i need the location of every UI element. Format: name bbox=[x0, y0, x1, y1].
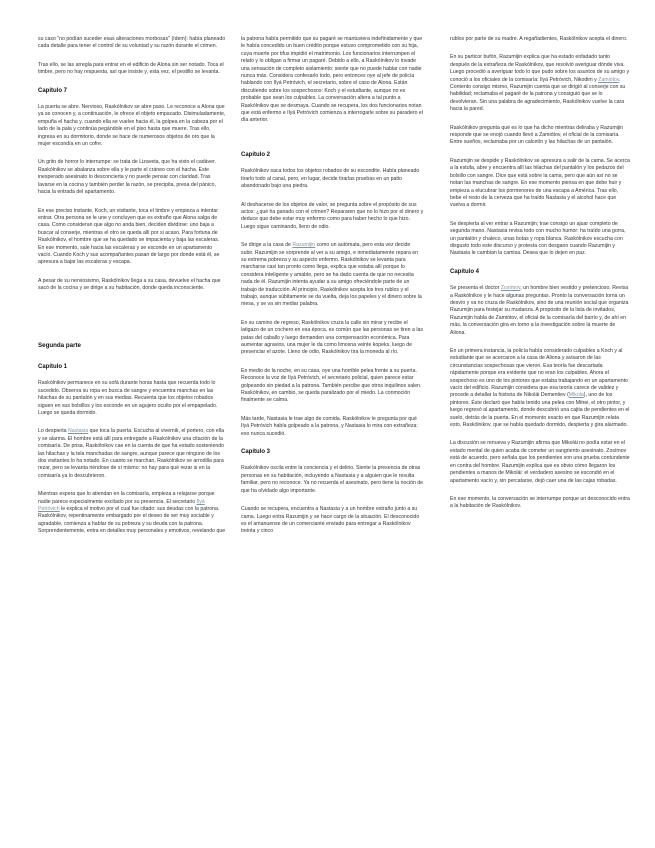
paragraph bbox=[241, 242, 424, 309]
text-run: En su particor bufón, Razumijin explica que ha estado enfadado tanto después de la extrañeza de Raskólnikov, que resolvió averiguar dónde viva. Luego procedió a averiguar todo lo que pudo sobre los asuntos de su amigo y conoció a los oficiales de la comisaría: Ilyá Petróvich, Nikodim y bbox=[450, 54, 630, 83]
paragraph: Raskólnikov saca todos los objetos robados de su escondite. Había planeado tirarlo todo al canal, pero, en lugar, decide tirarlas pruebas en un patio abandonado bajo una piedra. bbox=[241, 168, 420, 190]
paragraph bbox=[450, 285, 630, 337]
paragraph: En su camino de regreso, Raskólnikov cruza la calle sin mirar y recibe el latigazo de un cochero en esa época, es común que las personas se tiren a las patas del caballo y luego demanden una compensación económica. Para aumentar agravios, una mujer le da como limosna veinte kopeks, luego de presenciar el azote. Lleno de odio, Raskólnikov tira la moneda al río. bbox=[241, 319, 423, 356]
paragraph: Un grito de horror lo interrumpe: se trata de Lizaveta, que ha visto el cadáver. Raskólnikov se abalanza sobre ella y le parte el cráneo con el hacha. Este inesperado asesinato lo desconcierta y no puede pensar con claridad. Tras lavarse en la cocina y también perder la razón, se precipita, presa del pánico, hacia la entrada del apartamento. bbox=[38, 159, 216, 196]
paragraph: Al deshacerse de los objetos de valor, se pregunta sobre el propósito de sus actos: ¿qué ha ganado con el crimen? Repararen que no lo hizo por el dinero y deduce que debe estar muy enfermo como para haber hecho lo que hizo. Luego sigue caminando, lleno de odio. bbox=[241, 201, 424, 230]
paragraph bbox=[450, 348, 630, 429]
character-link-zamiotov[interactable]: Zamiótov bbox=[598, 76, 620, 83]
character-link-zosimov[interactable]: Zosímov bbox=[500, 285, 521, 292]
text-run: Lo despierta bbox=[38, 428, 68, 435]
text-run: Se dirige a la casa de bbox=[241, 242, 293, 249]
paragraph: Tras ello, se las arregla para entrar en el edificio de Alona sin ser notado. Toca el timbre, pero no hay respuesta, así que insiste y, esta vez, el pestillo se levanta. bbox=[38, 61, 224, 76]
column-left bbox=[38, 36, 226, 547]
paragraph: rublos por parte de su madre. A regañadientes, Raskólnikov acepta el dinero. bbox=[450, 36, 628, 42]
chapter-heading: Capítulo 3 bbox=[241, 449, 271, 456]
text-run: Se presenta el doctor bbox=[450, 285, 501, 292]
column-right bbox=[450, 36, 630, 522]
paragraph bbox=[450, 54, 630, 113]
character-link-mikola[interactable]: Mikola bbox=[568, 392, 584, 399]
paragraph: La puerta se abre. Nervioso, Raskólnikov se abre paso. Le reconoce a Alona que ya se conocen y, a continuación, le ofrece el objeto empacado. Disimuladamente, empuña el hacha y, cuando ella se vuelve hacia él, la golpea en la cabeza por el lado de la pala y continúa pegándole en el piso hasta que muere. Tras ello, ingresa en su dormitorio, donde se hace de numerosos objetos de oro que la mujer escondía en un cofre. bbox=[38, 104, 226, 148]
paragraph: Razumijin se despide y Raskólnikov se apresura a salir de la cama. Se acerca a la estufa, abre y encuentra allí las hilachas del pantalón y los pedazos del bolsillo con sangre. Dice que está sobre la cama, pero que aún así no se notan las manchas de sangre. En ese momento piensa en que debe huir y empieza a elucubrar los pormenores de una escapa a América. Tras ello, bebe el resto de la cerveza que ha traído Nastasia y el alcohol hace que vuelva a dormir. bbox=[450, 157, 630, 209]
text-run: , un hombre bien vestido y pretencioso. Revisa a Raskólnikov y le hace algunas preguntas. Pronto la conversación torna un desvío y va no cruza de Raskólnikov, sino de una reunión social que organiza Razumijin para festejar su mudanza. A propósito de la lista de invitados, Razumijin habla de Zamiótov, el oficial de la comisaría del barrio y, de ahí en más, la conversación gira en torno a la investigación sobre la muerte de Aliona. bbox=[450, 285, 629, 336]
paragraph: Cuando se recupera, encuentra a Nastasia y a un hombre extraño junto a su cama. Luego entra Razumijin y se hace cargo de la situación. El desconocido es el amanuense de un comerciante enviado para entregar a Raskólnikov treinta y cinco bbox=[241, 506, 420, 535]
paragraph bbox=[38, 491, 226, 535]
paragraph: Más tarde, Nastasia le trae algo de comida. Raskólnikov le pregunta por qué Ilyá Petróvich había golpeado a la patrona, y Nastasia lo mira con extrañeza: eso nunca sucedió. bbox=[241, 415, 418, 437]
text-run: le explica el motivo por el cual fue citado: sus deudas con la patrona. Raskólnikov, repentinamente embargado por el deseo de ser muy sociable y agradable, comienza a hablar de su pobreza y su deuda con la patrona. Sorprendentemente, entra en detalles muy personales y emotivos, revelando que bbox=[38, 506, 226, 535]
paragraph: la patrona había permitido que su pagaré se mantuviera indefinidamente y que le había concedido un buen crédito porque estuvo comprometido con su hija, cuya muerte por tifus impidió el matrimonio. Los funcionarios interrumpen el relato y lo obligan a firmar un pagaré. Debido a ello, a Raskólnikov lo invade una sensación de completo aislamiento: siente que no puede hablar con nadie nunca más. Considera confesarlo todo, pero entonces oye al jefe de policía hablando con Ilyá Petróvich, el secretario, sobre el caso de Alona. Están discutiendo sobre los sospechosos: Koch y el estudiante, aunque no es probable que sean los culpables. La conversación altera a tal punto a Raskólnikov que se desmaya. Cuando se recupera, los dos funcionarios notan que está enfermo e Ilyá Petróvich comienza a interrogarle sobre su paradero el día anterior. bbox=[241, 36, 423, 124]
character-link-razumijin[interactable]: Razumijin bbox=[292, 242, 316, 249]
paragraph: En ese momento, la conversación se interrumpe porque un desconocido entra a la habitación de Raskólnikov. bbox=[450, 495, 630, 510]
paragraph: Se despierta al ver entrar a Razumijin; trae consigo un ajuar completo de segunda mano. Nastasia revisa todo con mucho humor: ha traído una gorra, un pantalón y chaleco, unas botas y ropa blanca. Raskólnikov escucha con disgusto todo este discurso y protesta con desgano cuando Razumijin y Nastasia le cambian la camisa. Desea que lo dejen en paz. bbox=[450, 220, 626, 257]
text-run: Mientras espera que lo atiendan en la comisaría, empieza a relajarse porque nadie parece especialmente excitado por su presencia. El secretario bbox=[38, 491, 215, 505]
text-run: . Contento consigo mismo, Razumijin cuenta que se dirigió al conserje con su habilidad; reclamaba el pagaré de la patrona y consiguió que se lo devolvieran. Sin una palabra de agradecimiento, Raskólnikov vuelve la cara hacia la pared. bbox=[450, 76, 626, 113]
paragraph: su caso "no podían suceder esas alteraciones morbosas" (ídem): había planeado cada detalle para tener el control de su voluntad y su razón durante el crimen. bbox=[38, 36, 226, 50]
text-run: como un autómata, pero esta vez decide subir. Razumijin se sorprende al ver a su amigo, e inmediatamente repara en su extrema pobreza y su aspecto enfermo. Raskólnikov se levanta para marcharse casi tan pronto como llega, explica que estaba allí porque lo considera inteligente y amable, pero se ha dado cuenta de que no necesita nada de él. Razumijin intenta ayudar a su amigo ofreciéndole parte de un trabajo de traducción. Al principio, Raskólnikov acepta los tres rublos y el trabajo, aunque súbitamente se da vuelta, deja los papeles y el dinero sobre la mesa, y se va sin mediar palabra. bbox=[241, 242, 422, 308]
paragraph: La discusión se renueva y Razumijin afirma que Mikolái no podía estar en el estado mental de quien acaba de cometer un sangriento asesinato. Zosímov está de acuerdo, pero señala que los pendientes son una prueba contundente en contra del hombre. Razumijin explica que es obvio cómo llegaron los pendientes a manos de Mikolái: el verdadero asesino se escondió en el apartamento vacío y, sin percatarse, dejó caer una de las cajas robadas. bbox=[450, 440, 630, 484]
paragraph: En medio de la noche, en su casa, oye una horrible pelea frente a su puerta. Reconoce la voz de Ilyá Petróvich, el secretario policial, quien parece estar golpeando sin piedad a la patrona. También percibe que otros inquilinos salen. Raskólnikov, en cambio, se queda paralizado por el miedo. La conmoción finalmente se calma. bbox=[241, 367, 422, 404]
character-link-nastasia[interactable]: Nastasia bbox=[68, 428, 89, 435]
chapter-heading: Capítulo 4 bbox=[450, 268, 480, 275]
text-run: que toca la puerta. Escucha al vivernik, el portero, con ella y se alarma. El hombre está allí para entregarle a Raskólnikov una citación de la comisaría. De prisa, Raskólnikov cae en la cuenta de que ha estado sosteniendo las hilachas y la tela manchadas de sangre, aunque parece que ninguno de los dos visitantes lo ha notado. En cuanto se marchan, Raskólnikov se arrodilla para rezar, pero se levanta riéndose de sí mismo: no hay para qué rezar si en la comisaría ya lo descubrieron. bbox=[38, 428, 225, 479]
paragraph: Raskólnikov permanece en su sofá durante horas hasta que recuerda todo lo sucedido. Observa su ropa en busca de sangre y encuentra manchas en las hilachas de su pantalón y en sus medias. Recuenta que los objetos robados siguen en sus bolsillos y los esconde en un agujero oculto por el empapelado. Luego se queda dormido. bbox=[38, 380, 218, 416]
chapter-heading: Capítulo 7 bbox=[38, 87, 68, 94]
chapter-heading: Capítulo 1 bbox=[38, 363, 68, 370]
paragraph: A pesar de su nerviosismo, Raskólnikov llega a su casa, devuelve el hacha que sacó de la cocina y se dirige a su habitación, donde queda inconsciente. bbox=[38, 277, 221, 292]
paragraph: Raskólnikov pregunta qué es lo que ha dicho mientras deliraba y Razumijin responde que se enojó cuando llevó a Zamiótov, el oficial de la comisaría. Entre sueños, reclamaba por un calcetín y las hilachas de un pantalón. bbox=[450, 124, 624, 146]
paragraph: En ese preciso instante, Koch, un visitante, toca el timbre y empieza a intentar entrar. Otra persona se le une y concluyen que es extraño que Alona salga de casa. Como consideran que algo no anda bien, deciden dividirse: uno baja a buscar al conserje, mientras el otro se queda allí por si acaso. Para fortuna de Raskólnikov, el hombre que se ha quedado se impacienta y baja las escaleras. En ese momento, sale hacia las escaleras y se esconde en un apartamento vacío. Cuando Koch y sus acompañantes pasan de largo por donde está él, se apresura a bajar las escaleras y escapa. bbox=[38, 207, 220, 266]
paragraph bbox=[38, 428, 226, 480]
column-middle bbox=[241, 36, 424, 547]
chapter-heading: Capítulo 2 bbox=[241, 151, 271, 158]
text-run: En un primera instancia, la policía había considerado culpables a Koch y al estudiante que se acercaron a la casa de Aliona y avisaron de las circunstancias sospechosas que vieron. Esa teoría fue descartada rápidamente porque era evidente que no eran los culpables. Ahora el sospechoso es uno de los pintores que estaba trabajando en un apartamento vacío del edificio. Razumijin considera que esa teoría carece de validez y procede a detallar la historia de Nikolái Dementiev ( bbox=[450, 348, 628, 399]
paragraph: Raskólnikov oscila entre la conciencia y el delirio. Siente la presencia de otras personas en su habitación, incluyendo a Nastasia y a alguien que le resulta familiar, pero no reconoce. Ya no recuerda el asesinato, pero tiene la noción de que ha olvidado algo importante. bbox=[241, 465, 424, 494]
character-link-ilya-petrovich[interactable]: Ilyá Petróvich bbox=[38, 498, 205, 513]
text-run: ), uno de los pintores. Éste declaró que había tenido una pelea con Mitrei, el otro pintor, y luego regresó al apartamento, donde descubrió una cajita de pendientes en el suelo, detrás de la puerta. En el momento exacto en que Razumijin relata esto, Raskólnikov, que se había quedado dormido, despierta y gira alarmado. bbox=[450, 392, 630, 429]
part-heading: Segunda parte bbox=[38, 341, 81, 349]
